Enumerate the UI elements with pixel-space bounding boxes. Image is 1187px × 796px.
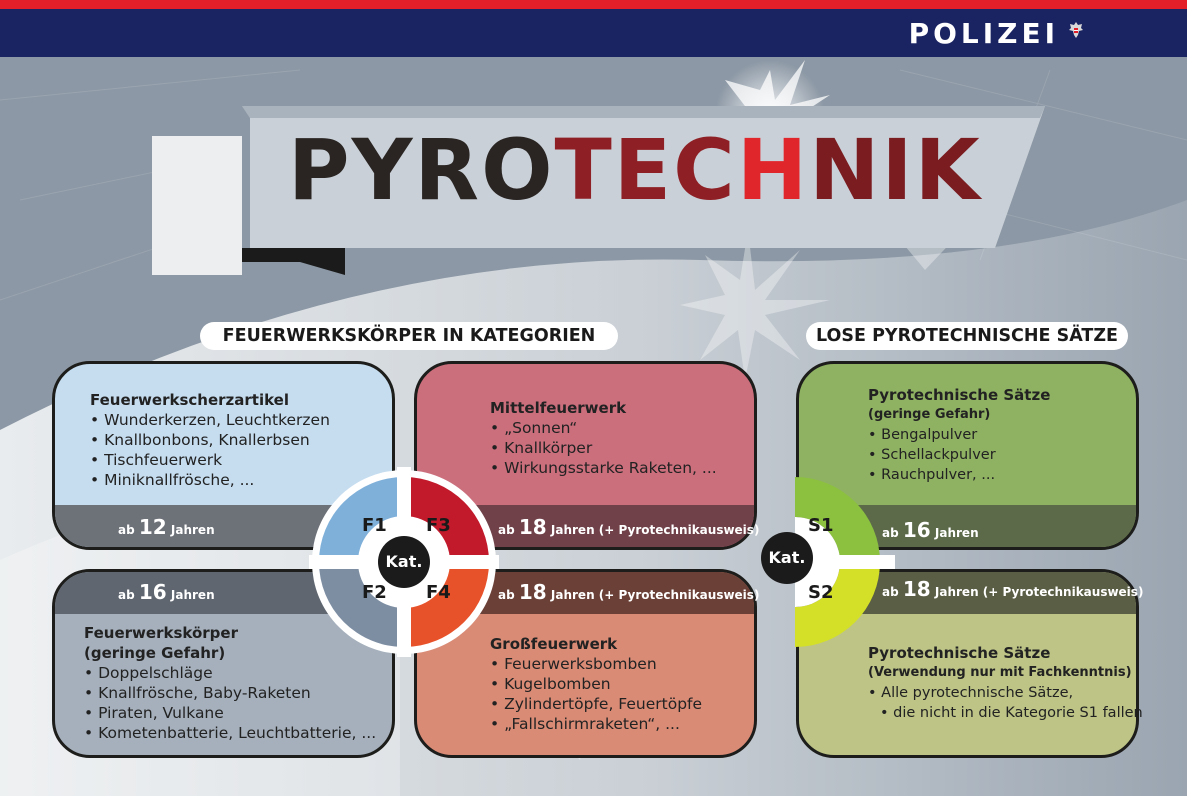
title-part-4: NIK: [809, 121, 982, 219]
f2-subtitle: (geringe Gefahr): [84, 644, 226, 662]
category-label-f1: F1: [362, 515, 387, 536]
s1-content: [868, 385, 1050, 485]
f4-title: Großfeuerwerk: [490, 635, 618, 653]
list-item: • Doppelschläge: [84, 663, 376, 683]
title-part-3: H: [736, 121, 810, 219]
f3-title: Mittelfeuerwerk: [490, 399, 627, 417]
s2-age-label: ab 18 Jahren (+ Pyrotechnikausweis): [882, 577, 1144, 601]
f1-age-label: ab 12 Jahren: [118, 515, 215, 539]
s1-subtitle: (geringe Gefahr): [868, 407, 991, 422]
list-item: • Bengalpulver: [868, 425, 1050, 445]
f3-content: [490, 398, 717, 478]
list-item: • „Fallschirmraketen“, ...: [490, 714, 702, 734]
f1-content: [90, 390, 330, 490]
s1-title: Pyrotechnische Sätze: [868, 386, 1051, 404]
list-item: • die nicht in die Kategorie S1 fallen: [868, 703, 1143, 723]
f4-age-label: ab 18 Jahren (+ Pyrotechnikausweis): [498, 580, 760, 604]
list-item: • „Sonnen“: [490, 418, 717, 438]
f2-title: Feuerwerkskörper: [84, 624, 238, 642]
section-heading-loose: LOSE PYROTECHNISCHE SÄTZE: [806, 322, 1128, 350]
list-item: • Knallbonbons, Knallerbsen: [90, 430, 330, 450]
s2-subtitle: (Verwendung nur mit Fachkenntnis): [868, 665, 1132, 680]
title-part-2: TEC: [554, 121, 737, 219]
f3-age-label: ab 18 Jahren (+ Pyrotechnikausweis): [498, 515, 760, 539]
list-item: • Miniknallfrösche, ...: [90, 470, 330, 490]
list-item: • Rauchpulver, ...: [868, 465, 1050, 485]
list-item: • Zylindertöpfe, Feuertöpfe: [490, 694, 702, 714]
f1-title: Feuerwerkscherzartikel: [90, 391, 289, 409]
list-item: • Kometenbatterie, Leuchtbatterie, ...: [84, 723, 376, 743]
brand-name: POLIZEI: [908, 17, 1059, 50]
title-part-1: PYRO: [288, 121, 555, 219]
s1-age-label: ab 16 Jahren: [882, 518, 979, 542]
s2-title: Pyrotechnische Sätze: [868, 644, 1051, 662]
list-item: • Piraten, Vulkane: [84, 703, 376, 723]
f2-age-label: ab 16 Jahren: [118, 580, 215, 604]
category-label-f2: F2: [362, 582, 387, 603]
category-label-f3: F3: [426, 515, 451, 536]
page-title: [288, 121, 982, 219]
list-item: • Schellackpulver: [868, 445, 1050, 465]
category-label-f4: F4: [426, 582, 451, 603]
list-item: • Knallkörper: [490, 438, 717, 458]
list-item: • Alle pyrotechnische Sätze,: [868, 683, 1143, 703]
section-heading-categories: FEUERWERKSKÖRPER IN KATEGORIEN: [200, 322, 618, 350]
category-label-s2: S2: [808, 582, 834, 603]
category-label-s1: S1: [808, 515, 834, 536]
kat-badge-s: Kat.: [761, 532, 813, 584]
list-item: • Kugelbomben: [490, 674, 702, 694]
list-item: • Wirkungsstarke Raketen, ...: [490, 458, 717, 478]
list-item: • Wunderkerzen, Leuchtkerzen: [90, 410, 330, 430]
list-item: • Knallfrösche, Baby-Raketen: [84, 683, 376, 703]
f4-content: [490, 634, 702, 734]
list-item: • Feuerwerksbomben: [490, 654, 702, 674]
s2-content: [868, 643, 1143, 723]
kat-badge-f: Kat.: [378, 536, 430, 588]
list-item: • Tischfeuerwerk: [90, 450, 330, 470]
